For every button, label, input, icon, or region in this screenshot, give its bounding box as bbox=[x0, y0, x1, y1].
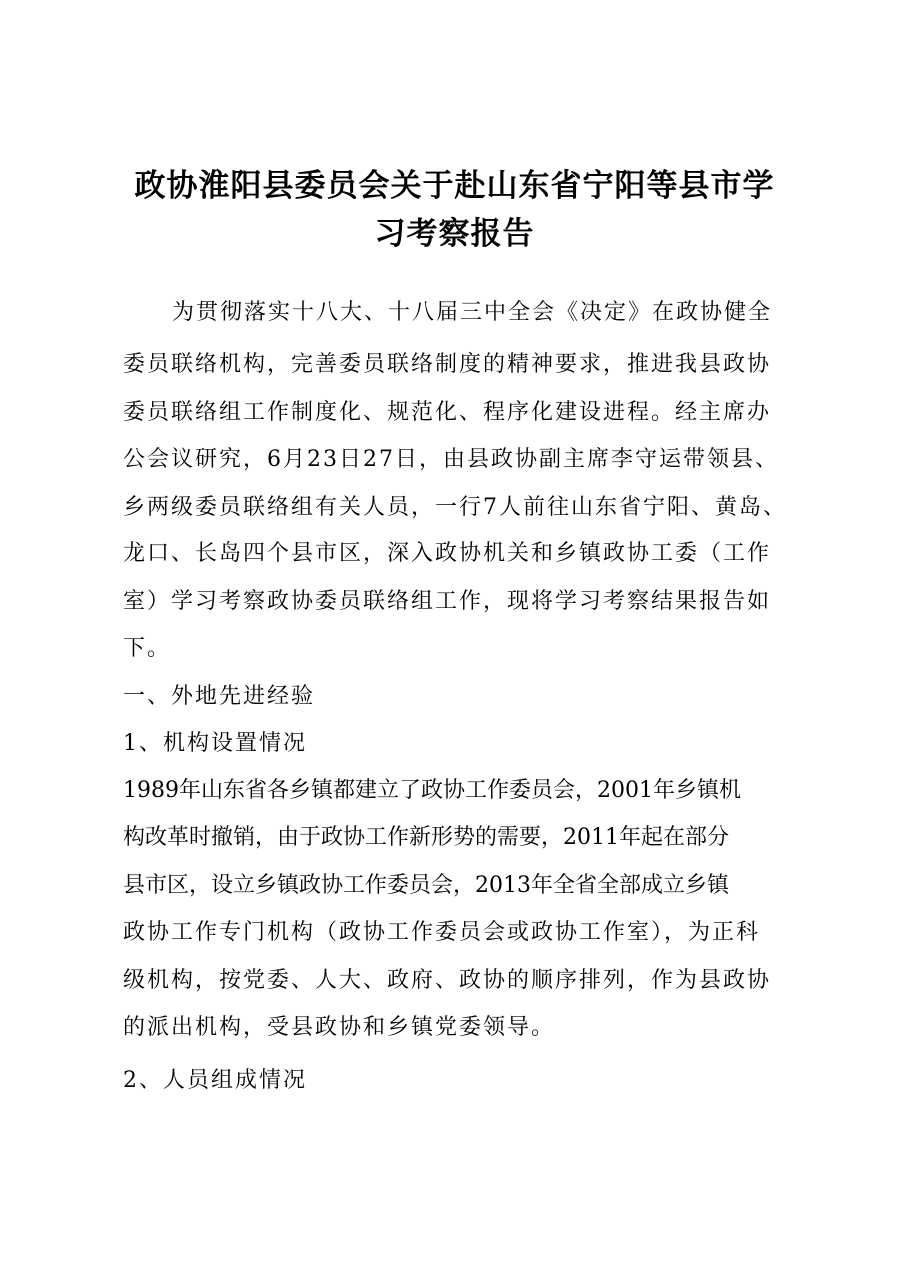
intro-paragraph-line: 为贯彻落实十八大、十八届三中全会《决定》在政协健全 bbox=[172, 300, 773, 325]
subsection-heading: 1、机构设置情况 bbox=[123, 731, 307, 756]
subsection-paragraph-line: 的派出机构，受县政协和乡镇党委领导。 bbox=[123, 1015, 556, 1040]
intro-paragraph-line: 龙口、长岛四个县市区，深入政协机关和乡镇政协工委（工作 bbox=[123, 541, 772, 566]
intro-paragraph-line: 室）学习考察政协委员联络组工作，现将学习考察结果报告如 bbox=[123, 589, 772, 614]
document-title-line-2: 习考察报告 bbox=[374, 216, 535, 252]
intro-paragraph-line: 乡两级委员联络组有关人员，一行7人前往山东省宁阳、黄岛、 bbox=[123, 495, 787, 520]
intro-paragraph-line: 委员联络组工作制度化、规范化、程序化建设进程。经主席办 bbox=[123, 400, 772, 425]
intro-paragraph-line: 委员联络机构，完善委员联络制度的精神要求，推进我县政协 bbox=[123, 352, 772, 377]
subsection-paragraph-line: 县市区，设立乡镇政协工作委员会，2013年全省全部成立乡镇 bbox=[123, 873, 729, 898]
subsection-paragraph-line: 级机构，按党委、人大、政府、政协的顺序排列，作为县政协 bbox=[123, 968, 772, 993]
section-heading: 一、外地先进经验 bbox=[123, 684, 316, 709]
subsection-paragraph-line: 1989年山东省各乡镇都建立了政协工作委员会，2001年乡镇机 bbox=[123, 778, 741, 803]
intro-paragraph-line: 下。 bbox=[123, 636, 172, 661]
subsection-paragraph-line: 政协工作专门机构（政协工作委员会或政协工作室），为正科 bbox=[123, 920, 761, 945]
subsection-paragraph-line: 构改革时撤销，由于政协工作新形势的需要，2011年起在部分 bbox=[123, 825, 729, 850]
intro-paragraph-line: 公会议研究，6月23日27日，由县政协副主席李守运带领县、 bbox=[123, 447, 779, 472]
document-title-line-1: 政协淮阳县委员会关于赴山东省宁阳等县市学 bbox=[134, 168, 775, 204]
subsection-heading: 2、人员组成情况 bbox=[123, 1068, 307, 1093]
